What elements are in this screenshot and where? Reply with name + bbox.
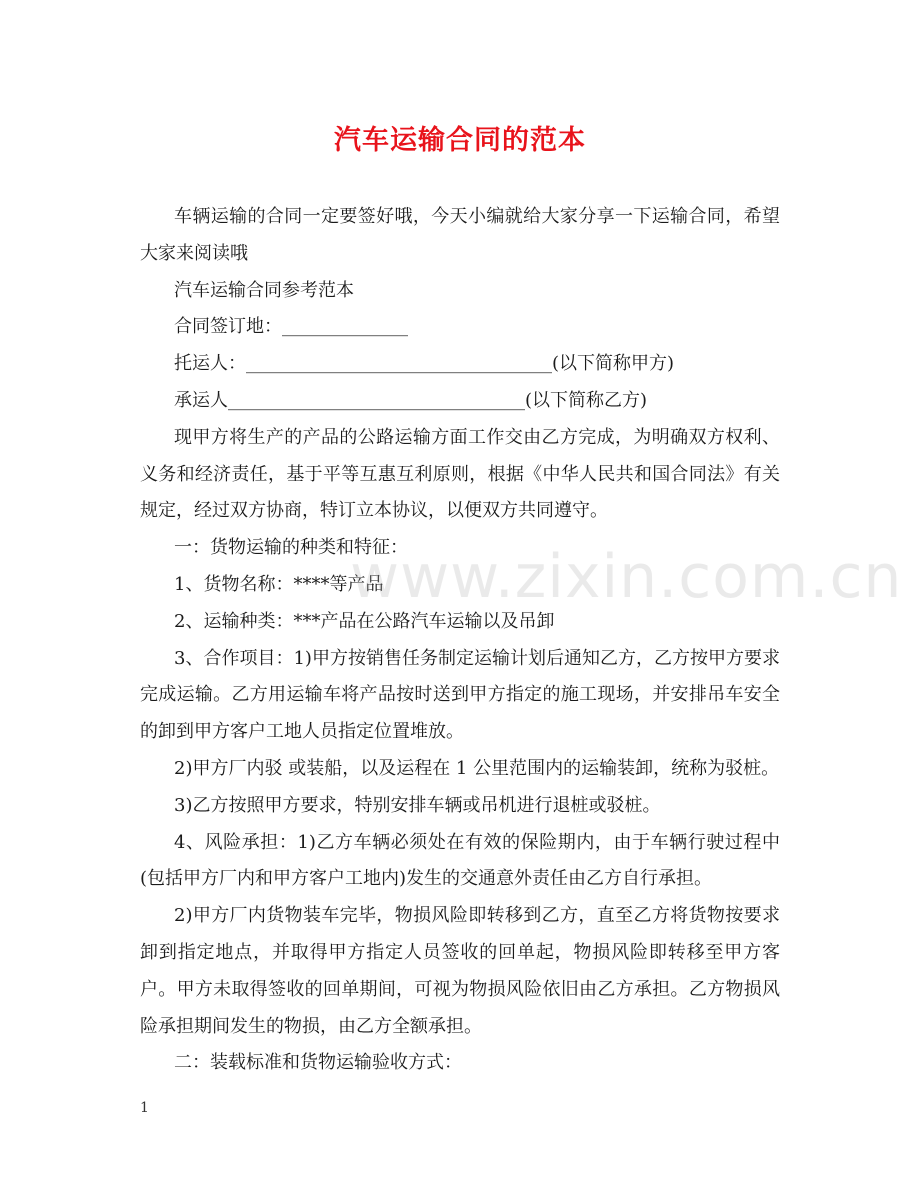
paragraph-carrier: 承运人_________________________________(以下简称乙方) — [174, 389, 648, 411]
paragraph-item-3-3: 3)乙方按照甲方要求，特别安排车辆或吊机进行退桩或驳桩。 — [174, 794, 661, 816]
document-title: 汽车运输合同的范本 — [334, 125, 586, 156]
paragraph-item-2: 2、运输种类：***产品在公路汽车运输以及吊卸 — [174, 610, 555, 632]
paragraph-item-4-2: 2)甲方厂内货物装车完毕，物损风险即转移到乙方，直至乙方将货物按要求卸到指定地点，并取得甲方指定人员签收的回单起，物损风险即转移至甲方客户。甲方未取得签收的回单期间，可视为物损风险依旧由乙方承担。乙方物损风险承担期间发生的物损，由乙方全额承担。 — [140, 905, 780, 1037]
page-number: 1 — [140, 1100, 149, 1116]
paragraph-heading-reference: 汽车运输合同参考范本 — [174, 279, 354, 301]
paragraph-item-3: 3、合作项目：1)甲方按销售任务制定运输计划后通知乙方，乙方按甲方要求完成运输。乙方用运输车将产品按时送到甲方指定的施工现场，并安排吊车安全的卸到甲方客户工地人员指定位置堆放。 — [140, 647, 780, 743]
paragraph-item-1: 1、货物名称：****等产品 — [174, 573, 384, 595]
watermark-text: www.zixin.com.cn — [350, 542, 903, 612]
paragraph-section-2-heading: 二：装载标准和货物运输验收方式： — [174, 1052, 462, 1074]
paragraph-item-4: 4、风险承担：1)乙方车辆必须处在有效的保险期内，由于车辆行驶过程中(包括甲方厂内和甲方客户工地内)发生的交通意外责任由乙方自行承担。 — [140, 831, 780, 890]
paragraph-intro: 车辆运输的合同一定要签好哦，今天小编就给大家分享一下运输合同，希望大家来阅读哦 — [140, 206, 780, 264]
paragraph-preamble: 现甲方将生产的产品的公路运输方面工作交由乙方完成，为明确双方权利、义务和经济责任，基于平等互惠互利原则，根据《中华人民共和国合同法》有关规定，经过双方协商，特订立本协议，以便双方共同遵守。 — [140, 426, 780, 522]
paragraph-item-3-2: 2)甲方厂内驳 或装船，以及运程在 1 公里范围内的运输装卸，统称为驳桩。 — [174, 757, 780, 779]
paragraph-section-1-heading: 一：货物运输的种类和特征： — [174, 537, 408, 559]
paragraph-signing-place: 合同签订地：______________ — [174, 316, 408, 338]
document-body — [140, 199, 780, 1082]
paragraph-consignor: 托运人：__________________________________(以下简称甲方) — [174, 353, 675, 375]
